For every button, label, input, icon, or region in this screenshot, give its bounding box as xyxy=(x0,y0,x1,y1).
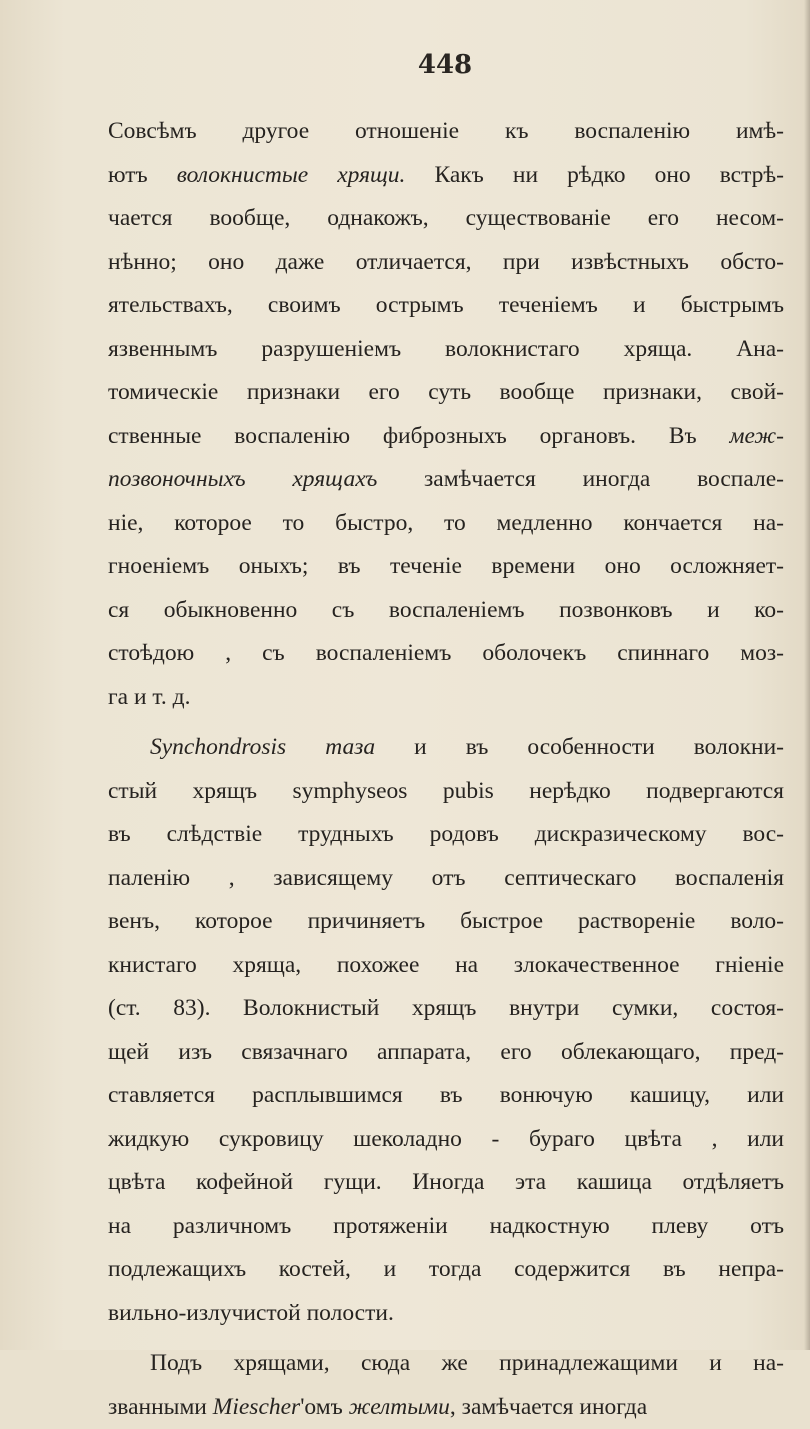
italic-text: меж- xyxy=(729,423,784,449)
text-line xyxy=(108,944,784,988)
text-run: (ст. 83). Волокнистый хрящъ внутри сумки, состоя- xyxy=(108,995,784,1021)
text-run: нѣнно; оно даже отличается, при извѣстныхъ обсто- xyxy=(108,249,784,275)
text-run: на различномъ протяженіи надкостную плеву отъ xyxy=(108,1213,784,1239)
text-line xyxy=(108,1342,784,1386)
text-line xyxy=(108,458,784,502)
paragraph xyxy=(108,110,784,719)
text-line xyxy=(108,1118,784,1162)
text-run: Какъ ни рѣдко оно встрѣ- xyxy=(405,162,784,188)
page-number: 448 xyxy=(0,50,810,80)
text-line xyxy=(108,545,784,589)
text-run: стоѣдою , съ воспаленіемъ оболочекъ спиннаго моз- xyxy=(108,640,784,666)
text-line xyxy=(108,371,784,415)
text-run: га и т. д. xyxy=(108,684,190,710)
text-run: 'омъ xyxy=(300,1394,348,1420)
text-run: стый хрящъ symphyseos pubis нерѣдко подвергаются xyxy=(108,778,784,804)
paragraph-gap xyxy=(108,1335,784,1342)
text-run: ственные воспаленію фиброзныхъ органовъ. Въ xyxy=(108,423,729,449)
text-line xyxy=(108,1205,784,1249)
body-text xyxy=(108,110,784,1429)
text-run: чается вообще, однакожъ, существованіе его несом- xyxy=(108,205,784,231)
text-line xyxy=(108,110,784,154)
text-run: жидкую сукровицу шеколадно - бураго цвѣта , или xyxy=(108,1126,784,1152)
text-run: гноеніемъ оныхъ; въ теченіе времени оно осложняет- xyxy=(108,553,784,579)
text-run: въ слѣдствіе трудныхъ родовъ дискразическому вос- xyxy=(108,821,784,847)
text-run: званными xyxy=(108,1394,213,1420)
text-run: венъ, которое причиняетъ быстрое раствореніе воло- xyxy=(108,908,784,934)
text-line xyxy=(108,1074,784,1118)
text-line xyxy=(108,900,784,944)
italic-text: желтыми xyxy=(349,1394,450,1420)
text-line xyxy=(108,987,784,1031)
text-run: томическіе признаки его суть вообще признаки, свой- xyxy=(108,379,784,405)
text-line xyxy=(108,726,784,770)
text-line xyxy=(108,1161,784,1205)
text-line xyxy=(108,241,784,285)
text-run: , замѣчается иногда xyxy=(450,1394,647,1420)
text-run: ставляется расплывшимся въ вонючую кашицу, или xyxy=(108,1082,784,1108)
text-run: книстаго хряща, похожее на злокачественное гніеніе xyxy=(108,952,784,978)
text-run: замѣчается иногда воспале- xyxy=(377,466,784,492)
text-line xyxy=(108,328,784,372)
text-run: Подъ хрящами, сюда же принадлежащими и на- xyxy=(150,1350,784,1376)
text-run: подлежащихъ костей, и тогда содержится въ непра- xyxy=(108,1256,784,1282)
text-run: и въ особенности волокни- xyxy=(375,734,784,760)
italic-text: Synchondrosis таза xyxy=(150,734,375,760)
text-line xyxy=(108,154,784,198)
page-edge-shadow xyxy=(804,0,810,1350)
text-run: вильно-излучистой полости. xyxy=(108,1300,394,1326)
italic-text: позвоночныхъ хрящахъ xyxy=(108,466,377,492)
italic-text: Miescher xyxy=(213,1394,300,1420)
text-line xyxy=(108,813,784,857)
text-run: цвѣта кофейной гущи. Иногда эта кашица отдѣляетъ xyxy=(108,1169,784,1195)
text-run: паленію , зависящему отъ септическаго воспаленія xyxy=(108,865,784,891)
paragraph xyxy=(108,726,784,1335)
text-line xyxy=(108,770,784,814)
text-line xyxy=(108,589,784,633)
text-run: ся обыкновенно съ воспаленіемъ позвонковъ и ко- xyxy=(108,597,784,623)
text-run: Совсѣмъ другое отношеніе къ воспаленію имѣ- xyxy=(108,118,784,144)
text-line xyxy=(108,1292,784,1336)
text-line xyxy=(108,197,784,241)
text-line xyxy=(108,632,784,676)
text-line xyxy=(108,857,784,901)
paragraph xyxy=(108,1342,784,1429)
text-line xyxy=(108,1248,784,1292)
paragraph-gap xyxy=(108,719,784,726)
text-run: ютъ xyxy=(108,162,177,188)
text-run: ятельствахъ, своимъ острымъ теченіемъ и быстрымъ xyxy=(108,292,784,318)
text-line xyxy=(108,676,784,720)
text-line xyxy=(108,415,784,459)
text-run: щей изъ связачнаго аппарата, его облекающаго, пред- xyxy=(108,1039,784,1065)
text-run: язвеннымъ разрушеніемъ волокнистаго хряща. Ана- xyxy=(108,336,784,362)
text-line xyxy=(108,1386,784,1429)
text-line xyxy=(108,284,784,328)
text-line xyxy=(108,502,784,546)
text-line xyxy=(108,1031,784,1075)
text-run: ніе, которое то быстро, то медленно кончается на- xyxy=(108,510,784,536)
italic-text: волокнистые хрящи. xyxy=(177,162,406,188)
